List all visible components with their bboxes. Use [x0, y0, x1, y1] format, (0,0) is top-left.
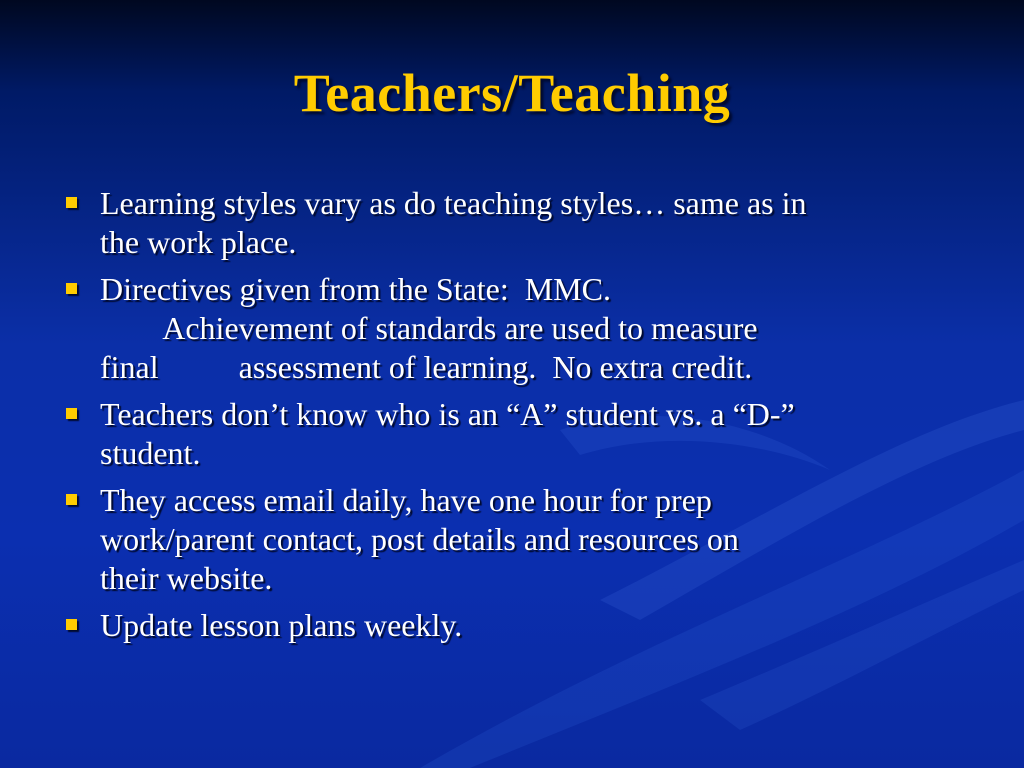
bullet-item: [60, 184, 960, 262]
square-bullet-icon: [66, 494, 77, 505]
square-bullet-icon: [66, 283, 77, 294]
bullet-text-line: They access email daily, have one hour for prep: [100, 482, 712, 518]
bullet-text-line: final assessment of learning. No extra credit.: [100, 349, 753, 385]
square-bullet-icon: [66, 619, 77, 630]
bullet-text-line: their website.: [100, 560, 273, 596]
bullet-text-line: Learning styles vary as do teaching styles… same as in: [100, 185, 807, 221]
bullet-item: [60, 270, 960, 387]
bullet-text-line: the work place.: [100, 224, 297, 260]
bullet-item: [60, 395, 960, 473]
slide-title: Teachers/Teaching: [293, 63, 731, 123]
bullet-item: [60, 606, 960, 645]
bullet-text-line: student.: [100, 435, 201, 471]
bullet-list: [60, 184, 960, 653]
bullet-text-line: Directives given from the State: MMC.: [100, 271, 612, 307]
square-bullet-icon: [66, 408, 77, 419]
bullet-text-line: Update lesson plans weekly.: [100, 607, 463, 643]
bullet-text-line: work/parent contact, post details and resources on: [100, 521, 739, 557]
bullet-text-line: Achievement of standards are used to measure: [100, 310, 758, 346]
square-bullet-icon: [66, 197, 77, 208]
bullet-item: [60, 481, 960, 598]
bullet-text-line: Teachers don’t know who is an “A” student vs. a “D-”: [100, 396, 795, 432]
